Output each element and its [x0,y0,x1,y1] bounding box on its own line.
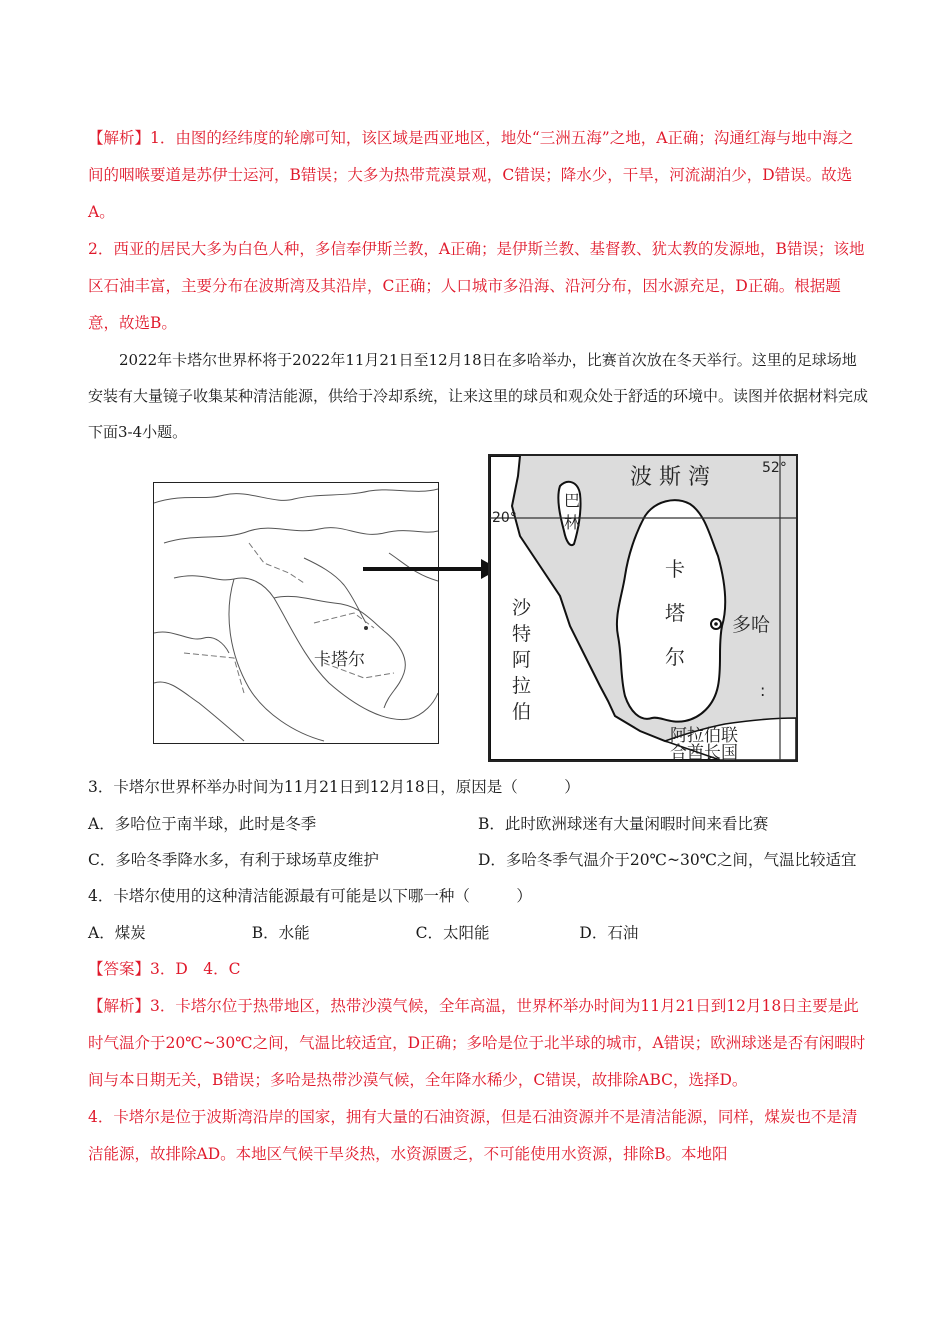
document-page [88,120,868,1173]
q3-option-d: D．多哈冬季气温介于20℃~30℃之间，气温比较适宜 [478,851,857,869]
west-asia-map-graphic [154,483,438,743]
analysis-q2: 2．西亚的居民大多为白色人种，多信奉伊斯兰教，A正确；是伊斯兰教、基督教、犹太教的发源地，B错误；该地区石油丰富，主要分布在波斯湾及其沿岸，C正确；人口城市多沿海、沿河分布，因水源充足，D正确。根据题意，故选B。 [88,240,865,332]
question-3-options-row1 [88,806,868,842]
question-3-options-row2 [88,842,868,878]
west-asia-map [153,482,439,744]
analysis-q3: 【解析】3．卡塔尔位于热带地区，热带沙漠气候，全年高温，世界杯举办时间为11月21日到12月18日主要是此时气温介于20℃~30℃之间，气温比较适宜，D正确；多哈是位于北半球的城市，A错误；欧洲球迷是否有闲暇时间与本日期无关，B错误；多哈是热带沙漠气候，全年降水稀少，C错误，故排除ABC，选择D。 [88,997,866,1089]
qatar-label: 卡塔尔 [665,557,685,669]
qatar-map-graphic [490,456,796,760]
qatar-map [488,454,798,762]
answer-line: 【答案】3．D 4．C [88,960,241,978]
svg-text::: : [760,681,766,700]
material-paragraph: 2022年卡塔尔世界杯将于2022年11月21日至12月18日在多哈举办，比赛首次放在冬天举行。这里的足球场地安装有大量镜子收集某种清洁能源，供给于冷却系统，让来这里的球员和观众处于舒适的环境中。读图并依据材料完成下面3-4小题。 [88,351,869,441]
question-4-options [88,915,868,951]
q4-option-c: C．太阳能 [415,924,490,942]
bahrain-label: 巴林 [564,491,581,532]
doha-label: 多哈 [732,614,771,636]
q3-option-c: C．多哈冬季降水多，有利于球场草皮维护 [88,851,379,869]
question-4-stem: 4．卡塔尔使用的这种清洁能源最有可能是以下哪一种（ ） [88,887,532,905]
analysis-q4: 4．卡塔尔是位于波斯湾沿岸的国家，拥有大量的石油资源，但是石油资源并不是清洁能源，同样，煤炭也不是清洁能源，故排除AD。本地区气候干旱炎热，水资源匮乏，不可能使用水资源，排除B。本地阳 [88,1108,858,1163]
q4-option-d: D．石油 [579,924,639,942]
qatar-dot [364,626,368,630]
lat-label: 20° [492,510,517,526]
saudi-label: 沙特阿拉伯 [512,597,532,723]
map-figure [88,454,868,769]
pointer-arrow [363,554,503,584]
q3-option-b: B．此时欧洲球迷有大量闲暇时间来看比赛 [478,815,769,833]
sea-label: 波 斯 湾 [630,465,710,490]
lon-label: 52° [762,460,787,476]
q4-option-a: A．煤炭 [88,924,146,942]
question-3-stem: 3．卡塔尔世界杯举办时间为11月21日到12月18日，原因是（ ） [88,778,580,796]
uae-label-2: 合酋长国 [670,743,738,760]
q4-option-b: B．水能 [251,924,310,942]
uae-label-1: 阿拉伯联 [670,726,738,746]
qatar-label-left: 卡塔尔 [314,650,365,670]
q3-option-a: A．多哈位于南半球，此时是冬季 [88,815,317,833]
analysis-q1: 【解析】1．由图的经纬度的轮廓可知，该区域是西亚地区，地处“三洲五海”之地，A正确；沟通红海与地中海之间的咽喉要道是苏伊士运河，B错误；大多为热带荒漠景观，C错误；降水少，干旱，河流湖泊少，D错误。故选A。 [88,129,854,221]
